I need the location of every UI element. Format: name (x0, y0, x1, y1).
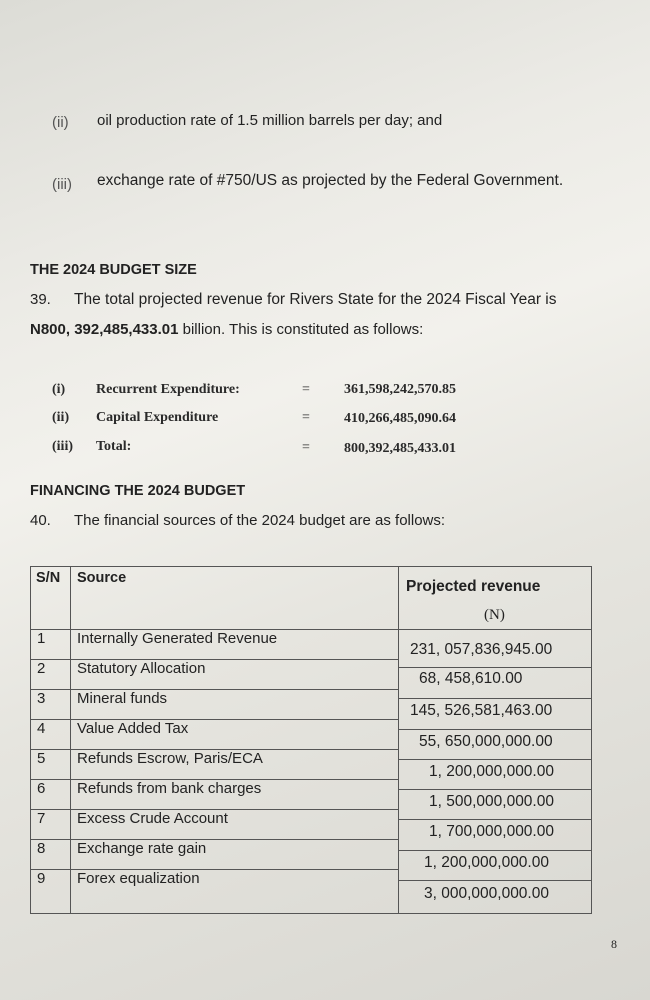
row-5-source: Refunds Escrow, Paris/ECA (77, 750, 263, 767)
para-39-line2-rest: billion. This is constituted as follows: (178, 321, 424, 338)
expense-value-recurrent: 361,598,242,570.85 (344, 382, 456, 397)
row-7-source: Excess Crude Account (77, 810, 228, 827)
row-1-sn: 1 (37, 630, 46, 647)
page-number: 8 (611, 937, 617, 951)
table-row-divider (398, 667, 591, 668)
row-5-sn: 5 (37, 750, 46, 767)
header-source: Source (77, 570, 127, 586)
table-row-divider (398, 759, 591, 760)
expense-value-total: 800,392,485,433.01 (344, 441, 456, 456)
table-col-divider (70, 567, 71, 913)
row-6-amount: 1, 500,000,000.00 (429, 793, 554, 810)
para-39-number: 39. (30, 291, 51, 308)
row-8-amount: 1, 200,000,000.00 (424, 854, 549, 871)
row-6-source: Refunds from bank charges (77, 780, 262, 797)
header-projected-revenue: Projected revenue (406, 578, 541, 595)
expense-eq-1: = (302, 382, 310, 397)
expense-label-recurrent: Recurrent Expenditure: (96, 382, 240, 397)
row-9-sn: 9 (37, 870, 46, 887)
expense-eq-2: = (302, 410, 310, 425)
expense-num-2: (ii) (52, 410, 70, 425)
expense-num-3: (iii) (52, 439, 73, 454)
row-3-sn: 3 (37, 690, 46, 707)
expense-label-capital: Capital Expenditure (96, 410, 219, 425)
header-sn: S/N (36, 570, 61, 586)
row-1-source: Internally Generated Revenue (77, 630, 278, 647)
row-7-sn: 7 (37, 810, 46, 827)
table-row-divider (398, 729, 591, 730)
assumption-num-iii: (iii) (52, 176, 72, 193)
row-4-amount: 55, 650,000,000.00 (419, 733, 553, 750)
assumption-text-exchange: exchange rate of #750/US as projected by the Federal Government. (97, 172, 564, 189)
row-9-amount: 3, 000,000,000.00 (424, 885, 549, 902)
row-6-sn: 6 (37, 780, 46, 797)
row-3-source: Mineral funds (77, 690, 168, 707)
expense-eq-3: = (302, 440, 310, 455)
table-col-divider (398, 567, 399, 913)
row-8-sn: 8 (37, 840, 46, 857)
row-4-sn: 4 (37, 720, 46, 737)
financing-heading: FINANCING THE 2024 BUDGET (30, 483, 246, 499)
row-2-amount: 68, 458,610.00 (419, 670, 523, 687)
para-39-line2 (30, 321, 423, 338)
table-row-divider (398, 850, 591, 851)
row-4-source: Value Added Tax (77, 720, 189, 737)
table-row-divider (398, 698, 591, 699)
financing-table (30, 566, 592, 914)
row-8-source: Exchange rate gain (77, 840, 207, 857)
assumption-num-ii: (ii) (52, 114, 69, 131)
row-2-source: Statutory Allocation (77, 660, 206, 677)
expense-num-1: (i) (52, 382, 66, 397)
row-3-amount: 145, 526,581,463.00 (410, 702, 553, 719)
table-row-divider (398, 819, 591, 820)
table-row-divider (398, 789, 591, 790)
expense-value-capital: 410,266,485,090.64 (344, 411, 456, 426)
row-1-amount: 231, 057,836,945.00 (410, 641, 553, 658)
header-unit: (N) (484, 607, 505, 623)
budget-size-heading: THE 2024 BUDGET SIZE (30, 262, 197, 278)
expense-label-total: Total: (96, 439, 132, 454)
row-5-amount: 1, 200,000,000.00 (429, 763, 554, 780)
para-40-text: The financial sources of the 2024 budget are as follows: (74, 512, 446, 529)
total-amount: N800, 392,485,433.01 (30, 321, 179, 338)
table-row-divider (398, 880, 591, 881)
para-40-number: 40. (30, 512, 51, 529)
row-7-amount: 1, 700,000,000.00 (429, 823, 554, 840)
row-2-sn: 2 (37, 660, 46, 677)
assumption-text-oil: oil production rate of 1.5 million barrels per day; and (97, 112, 443, 129)
row-9-source: Forex equalization (77, 870, 200, 887)
para-39-line1: The total projected revenue for Rivers State for the 2024 Fiscal Year is (74, 291, 557, 308)
